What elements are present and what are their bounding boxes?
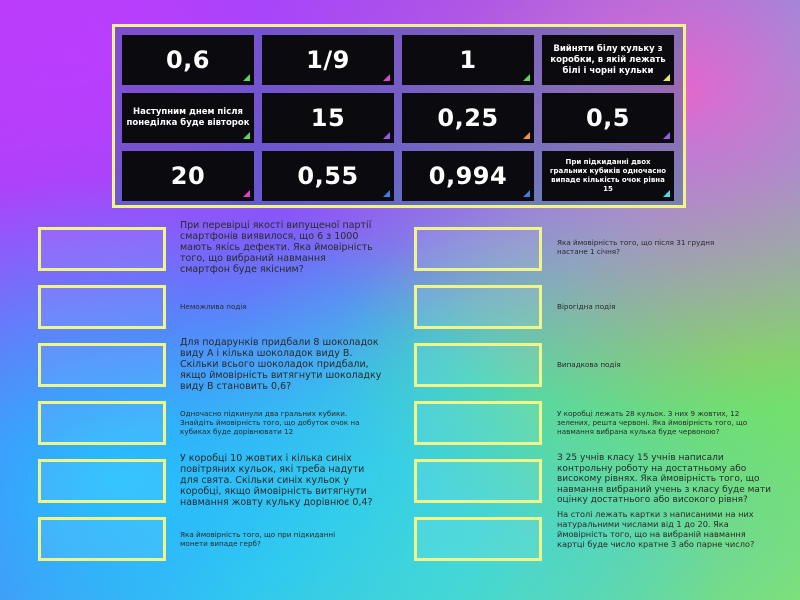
question-text: З 25 учнів класу 15 учнів написали контрольну роботу на достатньому або високому рівнях. Яка ймовірність того, що навмання вибраний учень з класу буде мати оцінку достатнього або високого рівня? [557, 453, 772, 505]
answer-tile[interactable] [542, 35, 674, 85]
corner-triangle-icon [243, 132, 250, 139]
question-text: Одночасно підкинули два гральних кубики. Знайдіть ймовірність того, що добуток очок на кубиках буде дорівнювати 12 [180, 409, 360, 436]
answer-tile[interactable] [122, 93, 254, 143]
answer-tile[interactable] [402, 35, 534, 85]
corner-triangle-icon [243, 74, 250, 81]
question-text: Яка ймовірність того, що при підкиданні монети випаде герб? [180, 530, 336, 548]
corner-triangle-icon [523, 74, 530, 81]
drop-slot[interactable] [38, 401, 166, 445]
tile-label: 1/9 [306, 46, 350, 74]
tile-label: 1 [459, 46, 477, 74]
drop-slot[interactable] [414, 517, 542, 561]
question-text: Для подарунків придбали 8 шоколадок виду А і кілька шоколадок виду В. Скільки всього шоколадок придбали, якщо ймовірність витягнути шоколадку виду В становить 0,6? [180, 337, 382, 392]
drop-slot[interactable] [38, 459, 166, 503]
question-text: Випадкова подія [557, 360, 621, 369]
corner-triangle-icon [663, 74, 670, 81]
drop-slot[interactable] [414, 285, 542, 329]
corner-triangle-icon [383, 132, 390, 139]
drop-slot[interactable] [414, 227, 542, 271]
tile-label: При підкиданні двох гральних кубиків одночасно випаде кількість очок рівна 15 [549, 158, 667, 193]
tile-label: 0,994 [428, 162, 508, 190]
answer-tile[interactable] [402, 93, 534, 143]
drop-slot[interactable] [38, 285, 166, 329]
question-text: У коробці лежать 28 кульок. З них 9 жовтих, 12 зелених, решта червоні. Яка ймовірність того, що навмання вибрана кулька буде червоною? [557, 409, 748, 436]
drop-slot[interactable] [38, 343, 166, 387]
answer-tile[interactable] [262, 151, 394, 201]
answer-tile[interactable] [542, 151, 674, 201]
tile-label: 15 [310, 104, 346, 132]
corner-triangle-icon [663, 190, 670, 197]
answer-tiles-board [112, 24, 686, 208]
corner-triangle-icon [383, 190, 390, 197]
answer-tile[interactable] [262, 35, 394, 85]
question-text: Вірогідна подія [557, 302, 616, 311]
corner-triangle-icon [523, 132, 530, 139]
tile-label: 0,25 [437, 104, 499, 132]
drop-slot[interactable] [38, 517, 166, 561]
tile-label: 0,55 [297, 162, 359, 190]
answer-tile[interactable] [542, 93, 674, 143]
question-text: У коробці 10 жовтих і кілька синіх повітряних кульок, які треба надути для свята. Скільки синіх кульок у коробці, якщо ймовірність витягнути навмання жовту кульку дорівнює 0,4? [180, 453, 373, 508]
tile-label: 20 [170, 162, 206, 190]
answer-tile[interactable] [122, 35, 254, 85]
answer-tile[interactable] [122, 151, 254, 201]
question-text: При перевірці якості випущеної партії смартфонів виявилося, що 6 з 1000 мають якісь дефекти. Яка ймовірність того, що вибраний навмання смартфон буде якісним? [180, 220, 373, 275]
tile-label: Наступним днем після понеділка буде вівторок [126, 107, 250, 128]
corner-triangle-icon [243, 190, 250, 197]
question-text: Неможлива подія [180, 302, 247, 311]
tile-label: Вийняти білу кульку з коробки, в якій лежать білі і чорні кульки [550, 43, 666, 76]
question-text: На столі лежать картки з написаними на них натуральними числами від 1 до 20. Яка ймовірність того, що на вибраній навмання картці буде число кратне 3 або парне число? [557, 509, 755, 549]
drop-slot[interactable] [414, 343, 542, 387]
drop-slot[interactable] [414, 401, 542, 445]
tile-label: 0,5 [585, 104, 630, 132]
corner-triangle-icon [523, 190, 530, 197]
question-text: Яка ймовірність того, що після 31 грудня настане 1 січня? [557, 238, 715, 256]
answer-tile[interactable] [262, 93, 394, 143]
drop-slot[interactable] [38, 227, 166, 271]
tile-label: 0,6 [165, 46, 210, 74]
drop-slot[interactable] [414, 459, 542, 503]
corner-triangle-icon [383, 74, 390, 81]
corner-triangle-icon [663, 132, 670, 139]
answer-tile[interactable] [402, 151, 534, 201]
